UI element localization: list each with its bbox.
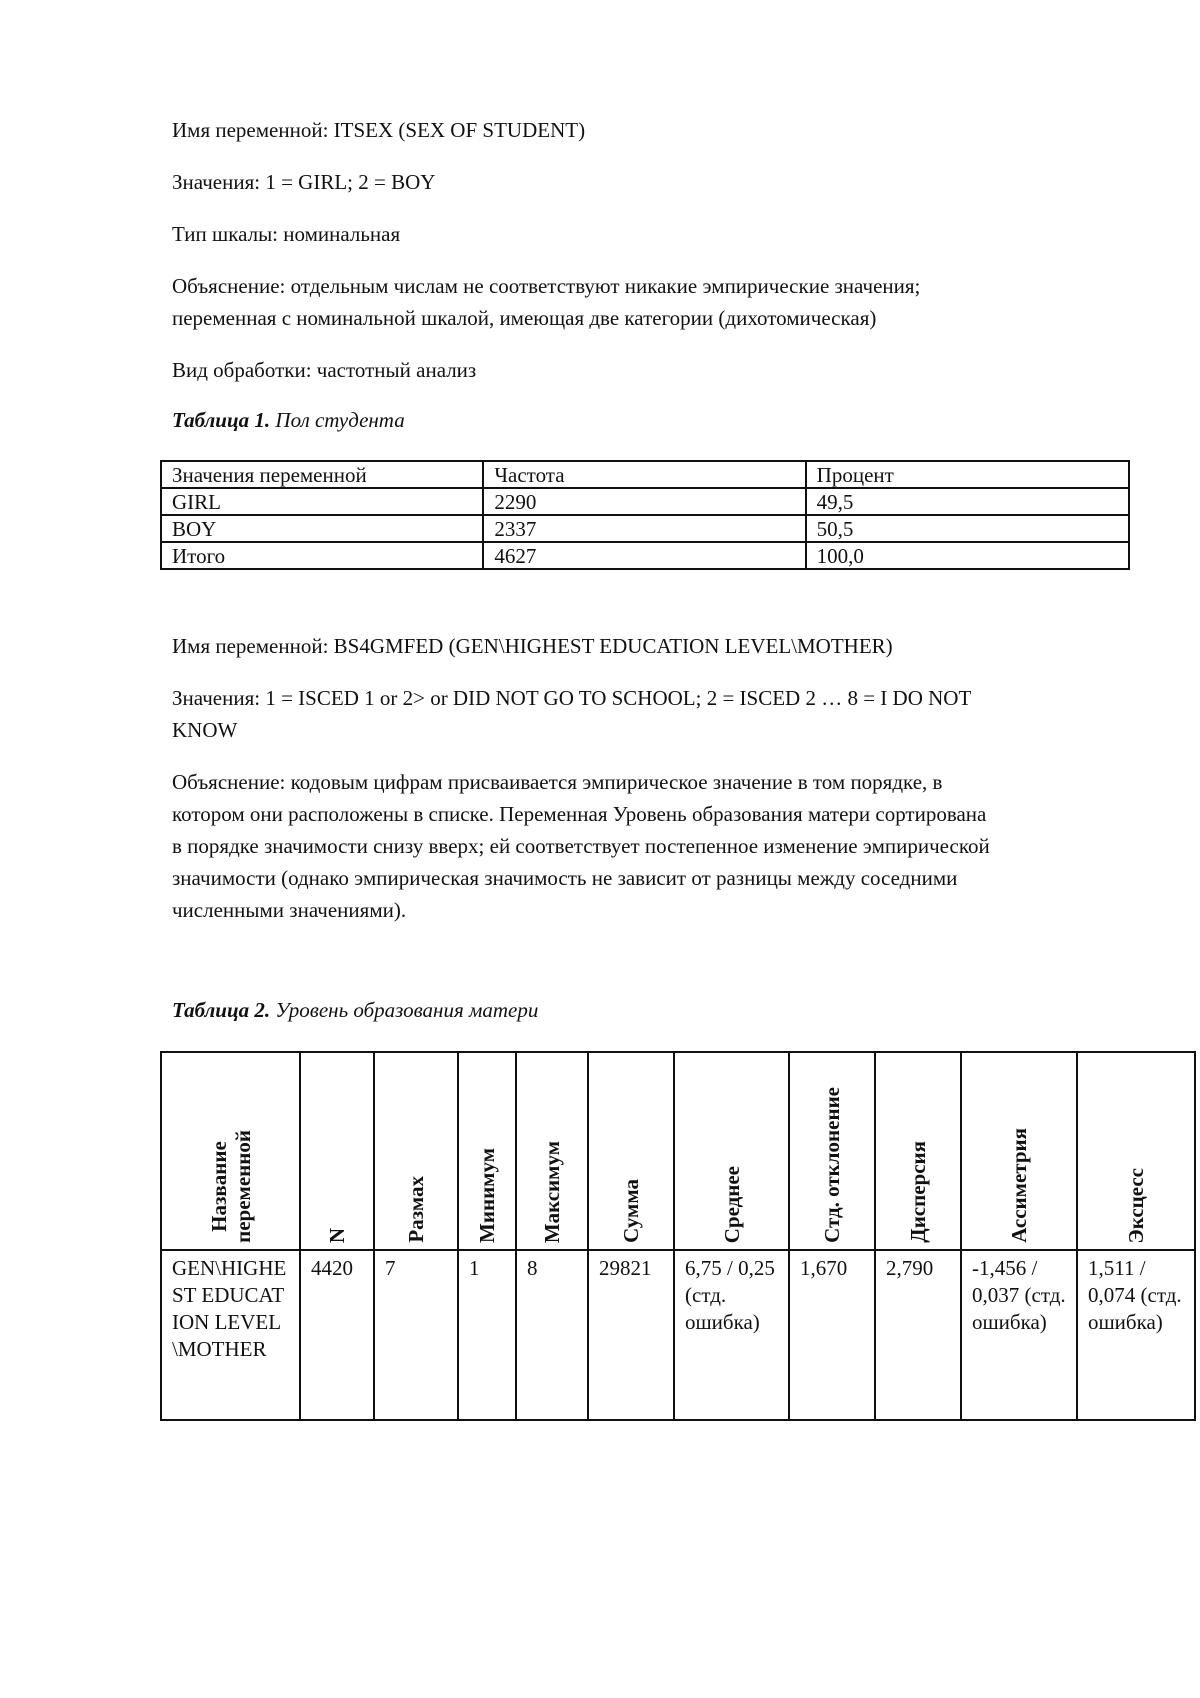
table-row bbox=[161, 1250, 1195, 1420]
var2-explanation-line: значимости (однако эмпирическая значимость не зависит от разницы между соседними bbox=[172, 866, 958, 890]
var2-explanation-line: Объяснение: кодовым цифрам присваивается эмпирическое значение в том порядке, в bbox=[172, 770, 943, 794]
table-cell: Итого bbox=[161, 542, 483, 569]
var2-values bbox=[172, 682, 1122, 746]
header-label: Название переменной bbox=[206, 1130, 255, 1243]
table-header-cell: Частота bbox=[483, 461, 805, 488]
table-cell: 50,5 bbox=[806, 515, 1129, 542]
var2-values-line2: KNOW bbox=[172, 718, 238, 742]
var1-processing: Вид обработки: частотный анализ bbox=[172, 358, 477, 382]
table-header-cell bbox=[300, 1052, 374, 1250]
table-cell: 2337 bbox=[483, 515, 805, 542]
table1-caption-number: Таблица 1. bbox=[172, 408, 271, 432]
var1-scale: Тип шкалы: номинальная bbox=[172, 222, 401, 246]
table-header-cell bbox=[161, 1052, 300, 1250]
table1 bbox=[160, 460, 1130, 570]
header-label: Минимум bbox=[475, 1148, 499, 1243]
table-cell: 49,5 bbox=[806, 488, 1129, 515]
table-cell: GEN\HIGHEST EDUCATION LEVEL\MOTHER bbox=[161, 1250, 300, 1420]
table-cell: 2290 bbox=[483, 488, 805, 515]
header-label: Стд. отклонение bbox=[820, 1087, 844, 1243]
table-cell: 1,511 / 0,074 (стд. ошибка) bbox=[1077, 1250, 1195, 1420]
table-header-cell bbox=[789, 1052, 875, 1250]
var2-explanation-line: котором они расположены в списке. Переменная Уровень образования матери сортирована bbox=[172, 802, 987, 826]
var2-values-line1: Значения: 1 = ISCED 1 or 2> or DID NOT GO TO SCHOOL; 2 = ISCED 2 … 8 = I DO NOT bbox=[172, 686, 972, 710]
var1-explanation-line1: Объяснение: отдельным числам не соответствуют никакие эмпирические значения; bbox=[172, 274, 921, 298]
table-header-cell bbox=[1077, 1052, 1195, 1250]
table-header-cell bbox=[516, 1052, 588, 1250]
table-cell: 4627 bbox=[483, 542, 805, 569]
table-cell: 29821 bbox=[588, 1250, 674, 1420]
table-cell: 1 bbox=[458, 1250, 516, 1420]
table-header-cell: Процент bbox=[806, 461, 1129, 488]
table-header-cell bbox=[458, 1052, 516, 1250]
table-header-row bbox=[161, 1052, 1195, 1250]
table-header-cell bbox=[588, 1052, 674, 1250]
var1-values: Значения: 1 = GIRL; 2 = BOY bbox=[172, 170, 436, 194]
table-header-cell bbox=[961, 1052, 1077, 1250]
table-header-cell: Значения переменной bbox=[161, 461, 483, 488]
table-cell: 2,790 bbox=[875, 1250, 961, 1420]
table-cell: 7 bbox=[374, 1250, 458, 1420]
table2-caption-title: Уровень образования матери bbox=[270, 998, 539, 1022]
table-header-row bbox=[161, 461, 1129, 488]
table-cell: 4420 bbox=[300, 1250, 374, 1420]
header-label: Дисперсия bbox=[906, 1141, 930, 1243]
table-row bbox=[161, 515, 1129, 542]
table-header-cell bbox=[875, 1052, 961, 1250]
table2-caption bbox=[172, 996, 538, 1024]
table1-caption bbox=[172, 406, 405, 434]
var1-explanation bbox=[172, 270, 1122, 334]
var1-name: Имя переменной: ITSEX (SEX OF STUDENT) bbox=[172, 118, 586, 142]
var2-explanation bbox=[172, 766, 1122, 926]
header-label: N bbox=[325, 1227, 349, 1243]
table-cell: 1,670 bbox=[789, 1250, 875, 1420]
table-row bbox=[161, 542, 1129, 569]
header-label: Размах bbox=[404, 1176, 428, 1243]
table2-caption-number: Таблица 2. bbox=[172, 998, 271, 1022]
table-cell: -1,456 / 0,037 (стд. ошибка) bbox=[961, 1250, 1077, 1420]
table-cell: 8 bbox=[516, 1250, 588, 1420]
header-label: Ассиметрия bbox=[1007, 1128, 1031, 1243]
table-header-cell bbox=[674, 1052, 789, 1250]
header-label: Среднее bbox=[719, 1165, 744, 1243]
table2 bbox=[160, 1051, 1196, 1421]
header-label: Эксцесс bbox=[1124, 1167, 1148, 1243]
header-label: Максимум bbox=[540, 1140, 564, 1243]
header-label: Сумма bbox=[619, 1179, 643, 1243]
table-cell: 6,75 / 0,25 (стд. ошибка) bbox=[674, 1250, 789, 1420]
table-cell: 100,0 bbox=[806, 542, 1129, 569]
table-cell: BOY bbox=[161, 515, 483, 542]
table-row bbox=[161, 488, 1129, 515]
var2-explanation-line: численными значениями). bbox=[172, 898, 407, 922]
table1-caption-title: Пол студента bbox=[270, 408, 405, 432]
var1-explanation-line2: переменная с номинальной шкалой, имеющая две категории (дихотомическая) bbox=[172, 306, 877, 330]
table-cell: GIRL bbox=[161, 488, 483, 515]
var2-name: Имя переменной: BS4GMFED (GEN\HIGHEST EDUCATION LEVEL\MOTHER) bbox=[172, 634, 893, 658]
table-header-cell bbox=[374, 1052, 458, 1250]
var2-explanation-line: в порядке значимости снизу вверх; ей соответствует постепенное изменение эмпирической bbox=[172, 834, 990, 858]
